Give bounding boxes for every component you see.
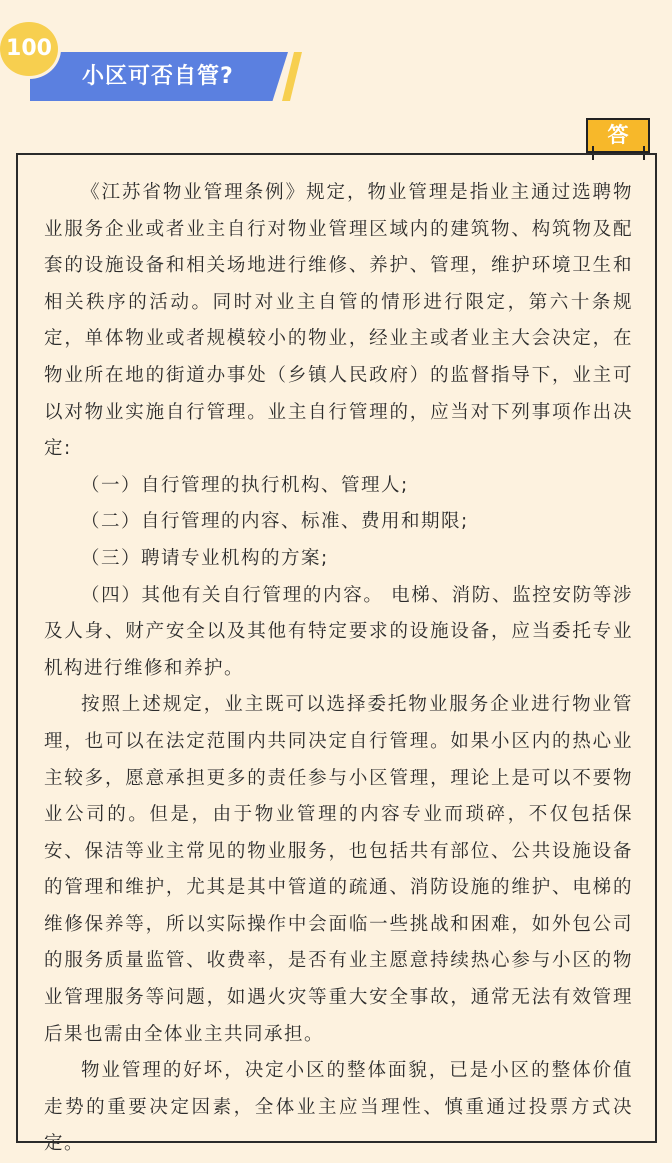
answer-paragraph-intro: 《江苏省物业管理条例》规定，物业管理是指业主通过选聘物业服务企业或者业主自行对物业管理区域内的建筑物、构筑物及配套的设施设备和相关场地进行维修、养护、管理，维护环境卫生和相关秩序的活动。同时对业主自管的情形进行限定，第六十条规定，单体物业或者规模较小的物业，经业主或者业主大会决定，在物业所在地的街道办事处（乡镇人民政府）的监督指导下，业主可以对物业实施自行管理。业主自行管理的，应当对下列事项作出决定: — [44, 182, 633, 460]
question-header — [0, 0, 672, 120]
answer-content-box — [16, 153, 657, 1155]
answer-label: 答 — [607, 123, 629, 147]
answer-list-item-4: （四）其他有关自行管理的内容。 电梯、消防、监控安防等涉及人身、财产安全以及其他有特定要求的设施设备，应当委托专业机构进行维修和养护。 — [44, 584, 633, 679]
answer-list-item-3: （三）聘请专业机构的方案; — [81, 547, 329, 569]
question-title: 小区可否自管? — [82, 64, 234, 89]
answer-list-item-2: （二）自行管理的内容、标准、费用和期限; — [81, 511, 469, 533]
answer-paragraph-conclusion: 物业管理的好坏，决定小区的整体面貌，已是小区的整体价值走势的重要决定因素，全体业主应当理性、慎重通过投票方式决定。 — [44, 1060, 633, 1155]
answer-list-item-1: （一）自行管理的执行机构、管理人; — [81, 474, 409, 496]
question-number: 100 — [6, 36, 52, 61]
answer-paragraph-analysis: 按照上述规定，业主既可以选择委托物业服务企业进行物业管理，也可以在法定范围内共同决定自行管理。如果小区内的热心业主较多，愿意承担更多的责任参与小区管理，理论上是可以不要物业公司的。但是，由于物业管理的内容专业而琐碎，不仅包括保安、保洁等业主常见的物业服务，也包括共有部位、公共设施设备的管理和维护，尤其是其中管道的疏通、消防设施的维护、电梯的维修保养等，所以实际操作中会面临一些挑战和困难，如外包公司的服务质量监管、收费率，是否有业主愿意持续热心参与小区的物业管理服务等问题，如遇火灾等重大安全事故，通常无法有效管理后果也需由全体业主共同承担。 — [44, 694, 633, 1045]
